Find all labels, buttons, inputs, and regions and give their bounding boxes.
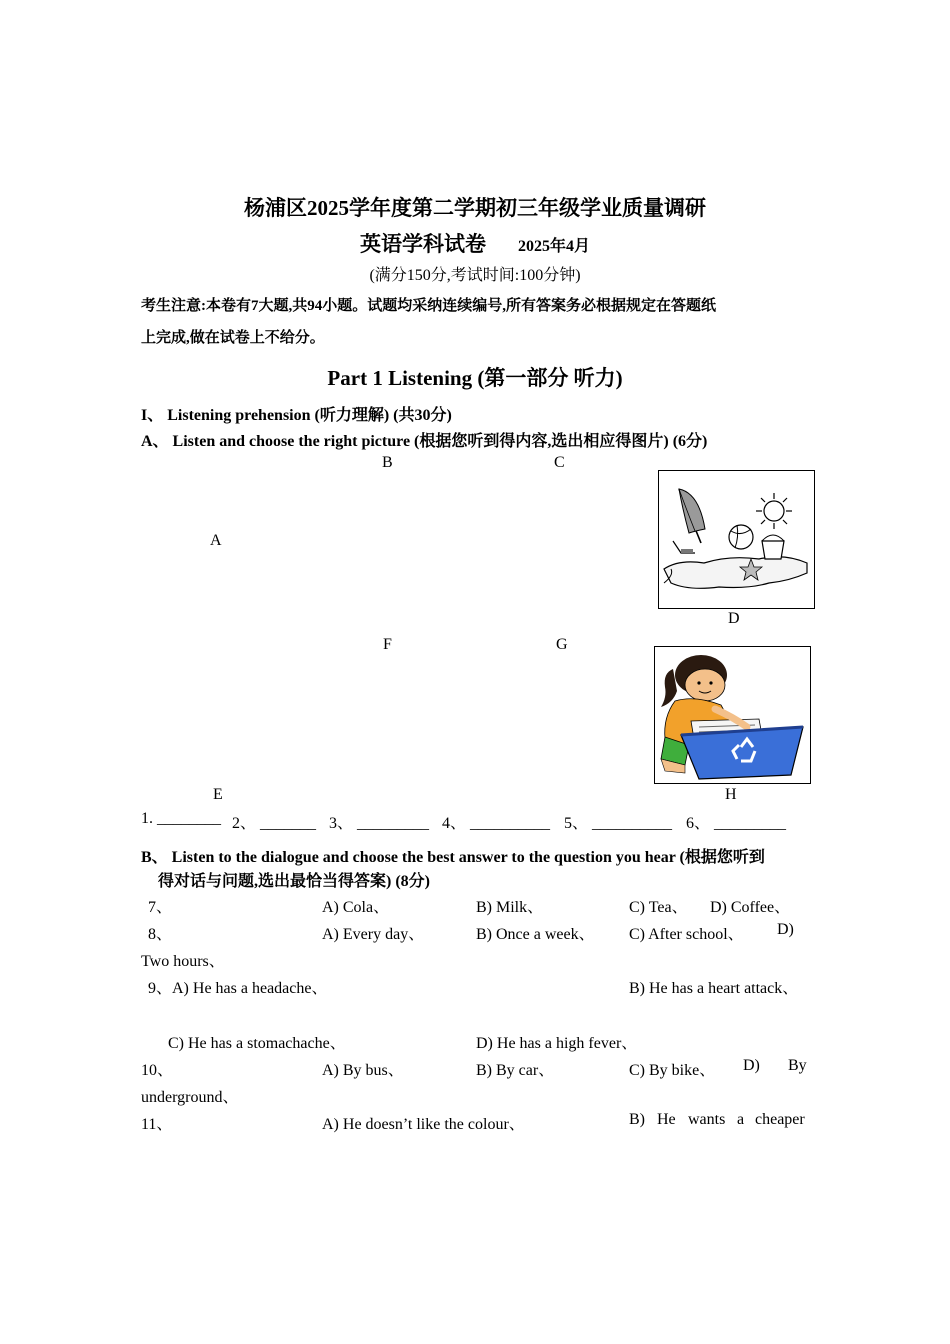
question-8-number: 8、	[148, 926, 173, 943]
exam-title-line2	[0, 228, 950, 258]
question-11-option-b-word3[interactable]: a	[737, 1111, 745, 1128]
exam-duration: (满分150分,考试时间:100分钟)	[369, 267, 581, 284]
section-i-heading: I、 Listening prehension (听力理解) (共30分)	[141, 407, 452, 424]
answer-blank-1[interactable]: 1. ________	[141, 810, 221, 827]
question-9-option-d[interactable]: D) He has a high fever、	[476, 1035, 638, 1052]
question-8-option-d-text[interactable]: Two hours、	[141, 953, 225, 970]
picture-label-e: E	[213, 786, 223, 803]
picture-label-b: B	[382, 454, 393, 471]
answer-blank-5[interactable]: 5、 __________	[564, 815, 673, 832]
answer-blank-6[interactable]: 6、 _________	[686, 815, 787, 832]
recycling-picture	[654, 646, 811, 784]
question-8-option-b[interactable]: B) Once a week、	[476, 926, 595, 943]
question-11-option-b-word4[interactable]: cheaper	[755, 1111, 805, 1128]
question-10-number: 10、	[141, 1062, 174, 1079]
question-7-option-c[interactable]: C) Tea、	[629, 899, 688, 916]
answer-blank-4[interactable]: 4、 __________	[442, 815, 551, 832]
question-7-number: 7、	[148, 899, 173, 916]
question-8-option-a[interactable]: A) Every day、	[322, 926, 425, 943]
question-11-option-a[interactable]: A) He doesn’t like the colour、	[322, 1116, 525, 1133]
exam-title-line1: 杨浦区2025学年度第二学期初三年级学业质量调研	[244, 196, 706, 220]
picture-label-g: G	[556, 636, 568, 653]
part1-heading: Part 1 Listening (第一部分 听力)	[327, 366, 623, 390]
notice-line1: 考生注意:本卷有7大题,共94小题。试题均采纳连续编号,所有答案务必根据规定在答题纸	[141, 298, 716, 314]
question-11-option-b-label[interactable]: B)	[629, 1111, 645, 1128]
question-10-option-a[interactable]: A) By bus、	[322, 1062, 404, 1079]
subject-title: 英语学科试卷	[359, 232, 486, 256]
question-11-option-b-word2[interactable]: wants	[688, 1111, 726, 1128]
question-8-option-d-label[interactable]: D)	[777, 921, 794, 938]
answer-blank-3[interactable]: 3、 _________	[329, 815, 430, 832]
picture-label-d: D	[728, 610, 740, 627]
picture-label-h: H	[725, 786, 737, 803]
question-10-option-c[interactable]: C) By bike、	[629, 1062, 716, 1079]
question-11-option-b-word1[interactable]: He	[657, 1111, 676, 1128]
beach-picture	[658, 470, 815, 609]
exam-date: 2025年4月	[517, 238, 590, 255]
question-10-option-d-label[interactable]: D)	[743, 1057, 760, 1074]
question-7-option-a[interactable]: A) Cola、	[322, 899, 390, 916]
picture-label-a: A	[210, 532, 222, 549]
section-b-heading-line1: B、 Listen to the dialogue and choose the best answer to the question you hear (根据您听到	[141, 849, 765, 866]
question-7-option-b[interactable]: B) Milk、	[476, 899, 544, 916]
question-11-number: 11、	[141, 1116, 173, 1133]
question-9-option-a[interactable]: 9、A) He has a headache、	[148, 980, 328, 997]
question-10-option-d-by[interactable]: By	[788, 1057, 807, 1074]
question-7-option-d[interactable]: D) Coffee、	[710, 899, 791, 916]
section-b-heading-line2: 得对话与问题,选出最恰当得答案) (8分)	[158, 873, 430, 890]
question-10-option-b[interactable]: B) By car、	[476, 1062, 555, 1079]
answer-blank-2[interactable]: 2、 _______	[232, 815, 317, 832]
question-9-option-c[interactable]: C) He has a stomachache、	[168, 1035, 346, 1052]
section-a-heading: A、 Listen and choose the right picture (根据您听到得内容,选出相应得图片) (6分)	[141, 433, 708, 450]
question-10-option-d-text[interactable]: underground、	[141, 1089, 239, 1106]
question-9-option-b[interactable]: B) He has a heart attack、	[629, 980, 799, 997]
picture-label-f: F	[383, 636, 392, 653]
question-8-option-c[interactable]: C) After school、	[629, 926, 744, 943]
picture-label-c: C	[554, 454, 565, 471]
notice-line2: 上完成,做在试卷上不给分。	[141, 330, 325, 346]
